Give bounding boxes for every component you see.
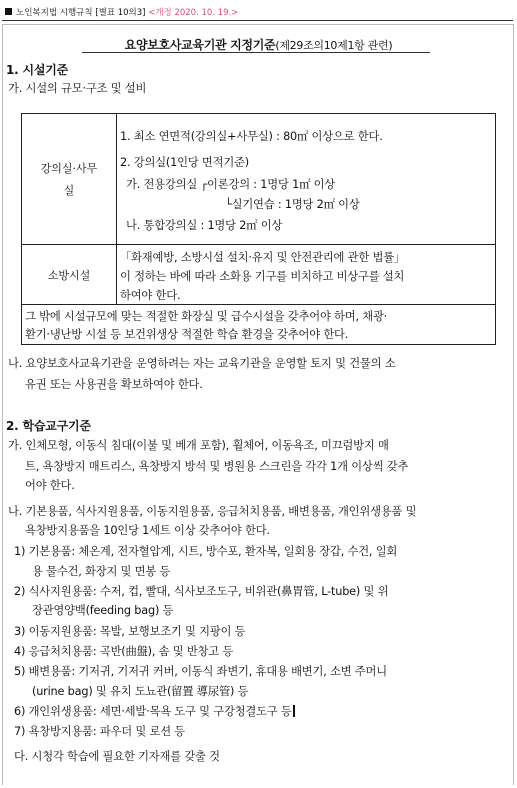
- fire-line-2: 이 정하는 바에 따라 소화용 기구를 비치하고 비상구를 설치: [120, 270, 405, 283]
- section2-heading: 2. 학습교구기준: [6, 419, 91, 433]
- sub-item-5-line-1: 5) 배변용품: 기저귀, 기저귀 커버, 이동식 좌변기, 휴대용 배변기, 소변 주머니: [14, 665, 387, 678]
- table-row: [22, 245, 496, 305]
- law-reference: 노인복지법 시행규칙 [별표 10의3]: [16, 8, 146, 18]
- sub-item-5-line-2: (urine bag) 및 유치 도뇨관(留置 導尿管) 등: [32, 685, 249, 698]
- label-line: 강의실·사무: [40, 162, 98, 175]
- classroom-line-3: 가. 전용강의실 ┌이론강의 : 1명당 1㎡ 이상: [126, 178, 335, 191]
- row-label-fire: 소방시설: [22, 245, 117, 305]
- section2-item-ga-line-2: 트, 욕창방지 매트리스, 욕창방지 방석 및 병원용 스크린을 각각 1개 이상씩 갖추: [25, 460, 409, 473]
- row-body-classroom: [117, 114, 496, 245]
- sub-item-6: [14, 703, 295, 719]
- fire-line-1: 「화재예방, 소방시설 설치·유지 및 안전관리에 관한 법률」: [120, 251, 406, 264]
- table-row: [22, 114, 496, 245]
- law-header: [2, 6, 513, 21]
- section2-item-na-line-1: 나. 기본용품, 식사지원용품, 이동지원용품, 응급처치용품, 배변용품, 개인위생용품 및: [8, 505, 417, 518]
- section2-item-ga-line-1: 가. 인체모형, 이동식 침대(이불 및 베개 포함), 휠체어, 이동욕조, 미끄럼방지 매: [8, 439, 389, 452]
- sub-item-6-text: 6) 개인위생용품: 세면·세발·목욕 도구 및 구강청결도구 등: [14, 705, 292, 718]
- sub-item-3: 3) 이동지원용품: 목발, 보행보조기 및 지팡이 등: [14, 625, 246, 638]
- section2-item-da: 다. 시청각 학습에 필요한 기자재를 갖출 것: [14, 750, 220, 763]
- section1-item-ga: 가. 시설의 규모·구조 및 설비: [8, 82, 147, 95]
- square-bullet-icon: [5, 8, 12, 15]
- sub-item-1-line-1: 1) 기본용품: 체온계, 전자혈압계, 시트, 방수포, 환자복, 일회용 장갑, 수건, 일회: [14, 545, 398, 558]
- page-title: [0, 36, 517, 53]
- table-row: [22, 305, 496, 345]
- classroom-line-5: 나. 통합강의실 : 1명당 2㎡ 이상: [126, 219, 283, 232]
- title-sub: (제29조의10제1항 관련): [275, 39, 393, 52]
- revision-date: <개정 2020. 10. 19.>: [148, 8, 239, 18]
- classroom-line-2: 2. 강의실(1인당 면적기준): [120, 156, 249, 169]
- section1-item-na-line-1: 나. 요양보호사교육기관을 운영하려는 자는 교육기관을 운영할 토지 및 건물의 소: [8, 357, 396, 370]
- section2-item-na-line-2: 욕창방지용품을 10인당 1세트 이상 갖추어야 한다.: [25, 524, 270, 537]
- sub-item-2-line-2: 장관영양백(feeding bag) 등: [32, 604, 174, 617]
- title-main: 요양보호사교육기관 지정기준: [124, 38, 276, 52]
- row-body-other: [22, 305, 496, 345]
- sub-item-2-line-1: 2) 식사지원용품: 수저, 컵, 빨대, 식사보조도구, 비위관(鼻胃管, L-tube) 및 위: [14, 585, 389, 598]
- facility-table: [21, 113, 496, 345]
- section1-heading: 1. 시설기준: [6, 63, 69, 77]
- title-underline: [82, 52, 430, 53]
- other-line-2: 환기·냉난방 시설 등 보건위생상 적절한 학습 환경을 갖추어야 한다.: [25, 328, 349, 341]
- sub-item-4: 4) 응급처치용품: 곡반(曲盤), 솜 및 반창고 등: [14, 645, 234, 658]
- classroom-line-1: 1. 최소 연면적(강의실+사무실) : 80㎡ 이상으로 한다.: [120, 130, 383, 143]
- fire-line-3: 하여야 한다.: [120, 289, 181, 302]
- text-cursor: [293, 705, 295, 717]
- sub-item-1-line-2: 용 물수건, 화장지 및 면봉 등: [32, 565, 171, 578]
- classroom-line-4: └실기연습 : 1명당 2㎡ 이상: [225, 198, 360, 211]
- label-line: 실: [63, 184, 75, 197]
- section1-item-na-line-2: 유권 또는 사용권을 확보하여야 한다.: [25, 378, 203, 391]
- other-line-1: 그 밖에 시설규모에 맞는 적절한 화장실 및 급수시설을 갖추어야 하며, 채광·: [25, 310, 388, 323]
- section2-item-ga-line-3: 어야 한다.: [25, 479, 75, 492]
- row-body-fire: [117, 245, 496, 305]
- row-label-classroom: [22, 114, 117, 245]
- sub-item-7: 7) 욕창방지용품: 파우더 및 로션 등: [14, 725, 186, 738]
